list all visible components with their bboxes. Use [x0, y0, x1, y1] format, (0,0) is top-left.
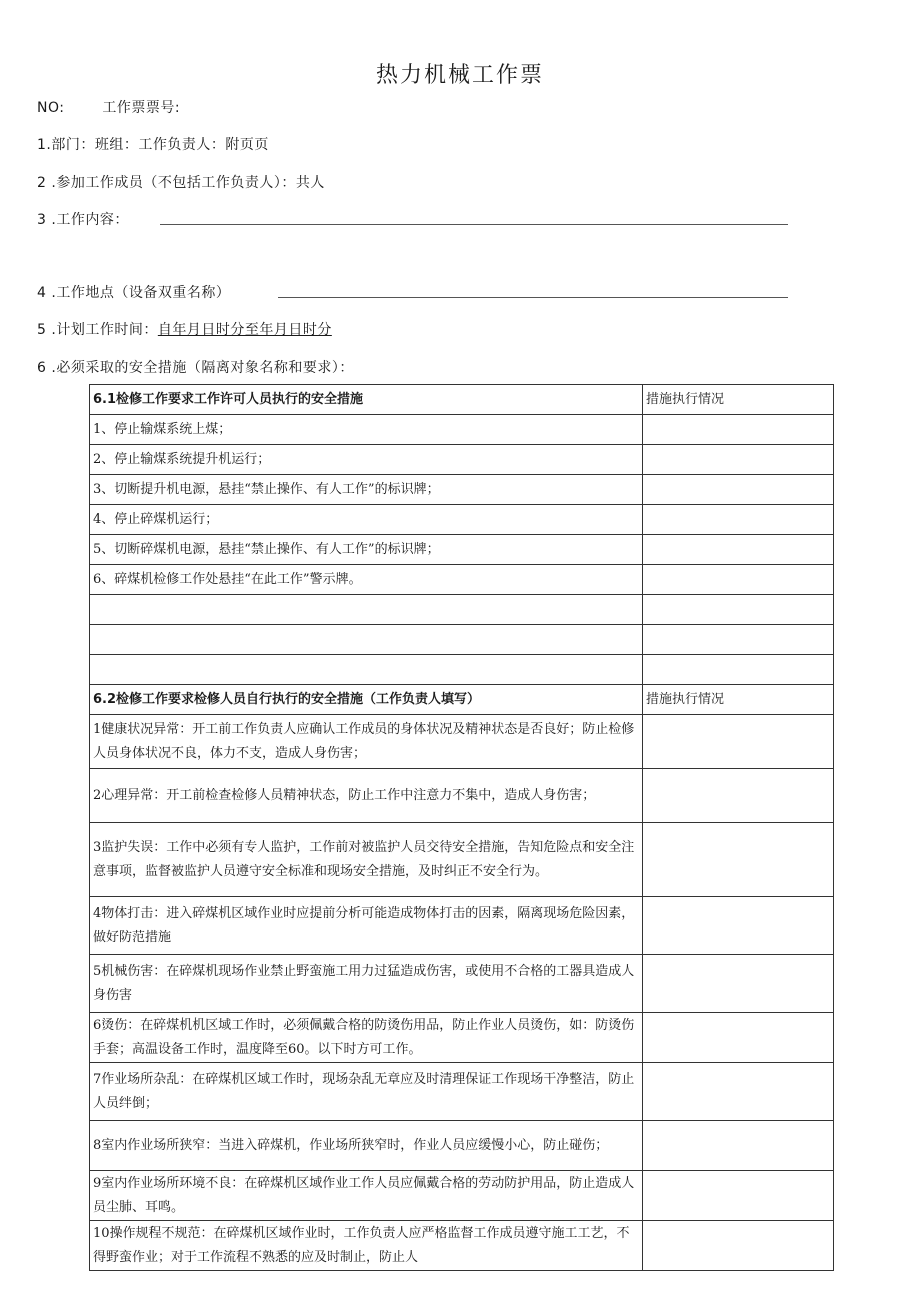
safety-measures-table [89, 384, 834, 1271]
table-row [90, 1063, 834, 1121]
measure-cell: 6烫伤：在碎煤机机区域工作时，必须佩戴合格的防烫伤用品，防止作业人员烫伤，如：防烫伤手套；高温设备工作时，温度降至60。以下时方可工作。 [90, 1013, 643, 1063]
measure-cell: 4、停止碎煤机运行； [90, 505, 643, 535]
measure-cell: 7作业场所杂乱：在碎煤机区域工作时，现场杂乱无章应及时清理保证工作现场干净整洁，防止人员绊倒； [90, 1063, 643, 1121]
field-department: 1.部门：班组：工作负责人：附页页 [37, 137, 269, 153]
field-planned-time [37, 319, 332, 339]
table-row [90, 1121, 834, 1171]
table-row [90, 505, 834, 535]
measure-cell: 5、切断碎煤机电源，悬挂“禁止操作、有人工作”的标识牌； [90, 535, 643, 565]
status-cell[interactable] [643, 715, 834, 769]
status-cell[interactable] [643, 595, 834, 625]
section1-header: 6.1检修工作要求工作许可人员执行的安全措施 [90, 385, 643, 415]
field-members [37, 172, 325, 192]
table-row [90, 655, 834, 685]
measure-cell[interactable] [90, 595, 643, 625]
status-cell[interactable] [643, 1171, 834, 1221]
ticket-number-line [37, 97, 180, 117]
field-work-content [37, 209, 129, 229]
field-safety-measures-label: .必须采取的安全措施（隔离对象名称和要求）： [51, 360, 354, 376]
table-row [90, 769, 834, 823]
table-row [90, 595, 834, 625]
table-row [90, 1221, 834, 1271]
measure-cell[interactable] [90, 655, 643, 685]
field-planned-time-label: .计划工作时间： [51, 322, 158, 338]
measure-cell: 6、碎煤机检修工作处悬挂“在此工作”警示牌。 [90, 565, 643, 595]
table-row [90, 1171, 834, 1221]
measure-cell: 1、停止输煤系统上煤； [90, 415, 643, 445]
ticket-no-label: 工作票票号: [102, 100, 181, 116]
status-cell[interactable] [643, 445, 834, 475]
status-cell[interactable] [643, 505, 834, 535]
section1-status-header: 措施执行情况 [643, 385, 834, 415]
measure-cell: 3、切断提升机电源，悬挂“禁止操作、有人工作”的标识牌； [90, 475, 643, 505]
table-row [90, 625, 834, 655]
document-title: 热力机械工作票 [375, 63, 544, 88]
measure-cell: 2、停止输煤系统提升机运行； [90, 445, 643, 475]
status-cell[interactable] [643, 625, 834, 655]
section2-header: 6.2检修工作要求检修人员自行执行的安全措施（工作负责人填写） [90, 685, 643, 715]
planned-time-value: 自年月日时分至年月日时分 [157, 322, 332, 338]
measure-cell: 10操作规程不规范：在碎煤机区域作业时，工作负责人应严格监督工作成员遵守施工工艺，不得野蛮作业；对于工作流程不熟悉的应及时制止，防止人 [90, 1221, 643, 1271]
section2-status-header: 措施执行情况 [643, 685, 834, 715]
status-cell[interactable] [643, 823, 834, 897]
measure-cell[interactable] [90, 625, 643, 655]
table-row [90, 475, 834, 505]
table-row [90, 897, 834, 955]
status-cell[interactable] [643, 655, 834, 685]
status-cell[interactable] [643, 897, 834, 955]
field-work-location [37, 282, 230, 302]
measure-cell: 5机械伤害：在碎煤机现场作业禁止野蛮施工用力过猛造成伤害，或使用不合格的工器具造成人身伤害 [90, 955, 643, 1013]
field-work-location-label: .工作地点（设备双重名称） [51, 285, 231, 301]
status-cell[interactable] [643, 565, 834, 595]
status-cell[interactable] [643, 1121, 834, 1171]
measure-cell: 9室内作业场所环境不良：在碎煤机区域作业工作人员应佩戴合格的劳动防护用品，防止造成人员尘肺、耳鸣。 [90, 1171, 643, 1221]
table-row [90, 715, 834, 769]
status-cell[interactable] [643, 1063, 834, 1121]
table-row [90, 955, 834, 1013]
field-planned-time-num: 5 [37, 322, 47, 338]
field-safety-measures [37, 357, 354, 377]
field-members-label: .参加工作成员（不包括工作负责人）：共人 [51, 175, 325, 191]
measure-cell: 2心理异常：开工前检查检修人员精神状态，防止工作中注意力不集中，造成人身伤害； [90, 769, 643, 823]
status-cell[interactable] [643, 475, 834, 505]
measure-cell: 1健康状况异常：开工前工作负责人应确认工作成员的身体状况及精神状态是否良好；防止检修人员身体状况不良，体力不支，造成人身伤害； [90, 715, 643, 769]
status-cell[interactable] [643, 535, 834, 565]
field-members-num: 2 [37, 175, 47, 191]
table-row [90, 535, 834, 565]
table-row [90, 823, 834, 897]
status-cell[interactable] [643, 1221, 834, 1271]
section1-header-row [90, 385, 834, 415]
work-location-blank-line [278, 297, 788, 298]
status-cell[interactable] [643, 769, 834, 823]
table-row [90, 445, 834, 475]
field-work-content-label: .工作内容： [51, 212, 129, 228]
measure-cell: 8室内作业场所狭窄：当进入碎煤机，作业场所狭窄时，作业人员应缓慢小心，防止碰伤； [90, 1121, 643, 1171]
work-content-blank-line [160, 224, 788, 225]
status-cell[interactable] [643, 1013, 834, 1063]
measure-cell: 4物体打击：进入碎煤机区域作业时应提前分析可能造成物体打击的因素，隔离现场危险因素，做好防范措施 [90, 897, 643, 955]
status-cell[interactable] [643, 955, 834, 1013]
measure-cell: 3监护失误：工作中必须有专人监护，工作前对被监护人员交待安全措施，告知危险点和安全注意事项，监督被监护人员遵守安全标准和现场安全措施，及时纠正不安全行为。 [90, 823, 643, 897]
no-label: NO: [37, 100, 65, 116]
table-row [90, 565, 834, 595]
field-safety-measures-num: 6 [37, 360, 47, 376]
field-work-location-num: 4 [37, 285, 47, 301]
table-row [90, 1013, 834, 1063]
section2-header-row [90, 685, 834, 715]
field-work-content-num: 3 [37, 212, 47, 228]
status-cell[interactable] [643, 415, 834, 445]
table-row [90, 415, 834, 445]
